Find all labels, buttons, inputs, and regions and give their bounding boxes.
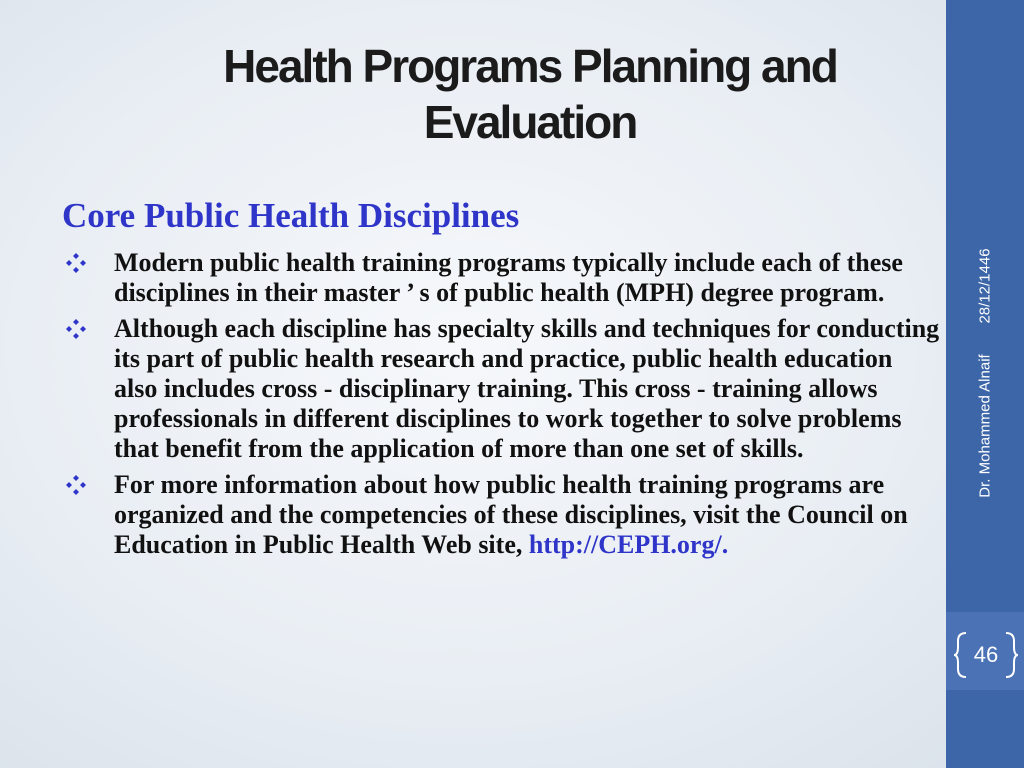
author-label: Dr. Mohammed Alnaif xyxy=(976,354,994,498)
bullet-text: Modern public health training programs typically include each of these disciplines in their master ’ s of public health (MPH) degree program. xyxy=(114,248,903,307)
section-heading: Core Public Health Disciplines xyxy=(62,196,520,235)
title-line-1: Health Programs Planning and xyxy=(223,40,837,92)
list-item xyxy=(62,248,942,308)
ceph-link[interactable]: http://CEPH.org/. xyxy=(528,530,729,559)
bullet-list xyxy=(62,248,942,566)
list-item xyxy=(62,314,942,464)
slide-title xyxy=(120,38,940,150)
bullet-text: For more information about how public health training programs are organized and the competencies of these disciplines, visit the Council on Education in Public Health Web site, xyxy=(114,470,908,559)
four-diamond-bullet-icon xyxy=(64,470,88,500)
date-label: 28/12/1446 xyxy=(976,248,994,324)
four-diamond-bullet-icon xyxy=(64,314,88,344)
bracket-frame-icon xyxy=(954,631,1018,679)
title-line-2: Evaluation xyxy=(423,96,637,148)
page-number xyxy=(954,631,1018,679)
bullet-text: Although each discipline has specialty skills and techniques for conducting its part of public health research and practice, public health education also includes cross - disciplinary training. This cross - training allows professionals in different disciplines to work together to solve problems that benefit from the application of more than one set of skills. xyxy=(114,314,940,463)
four-diamond-bullet-icon xyxy=(64,248,88,278)
page-number-text: 46 xyxy=(973,642,999,667)
list-item xyxy=(62,470,942,560)
